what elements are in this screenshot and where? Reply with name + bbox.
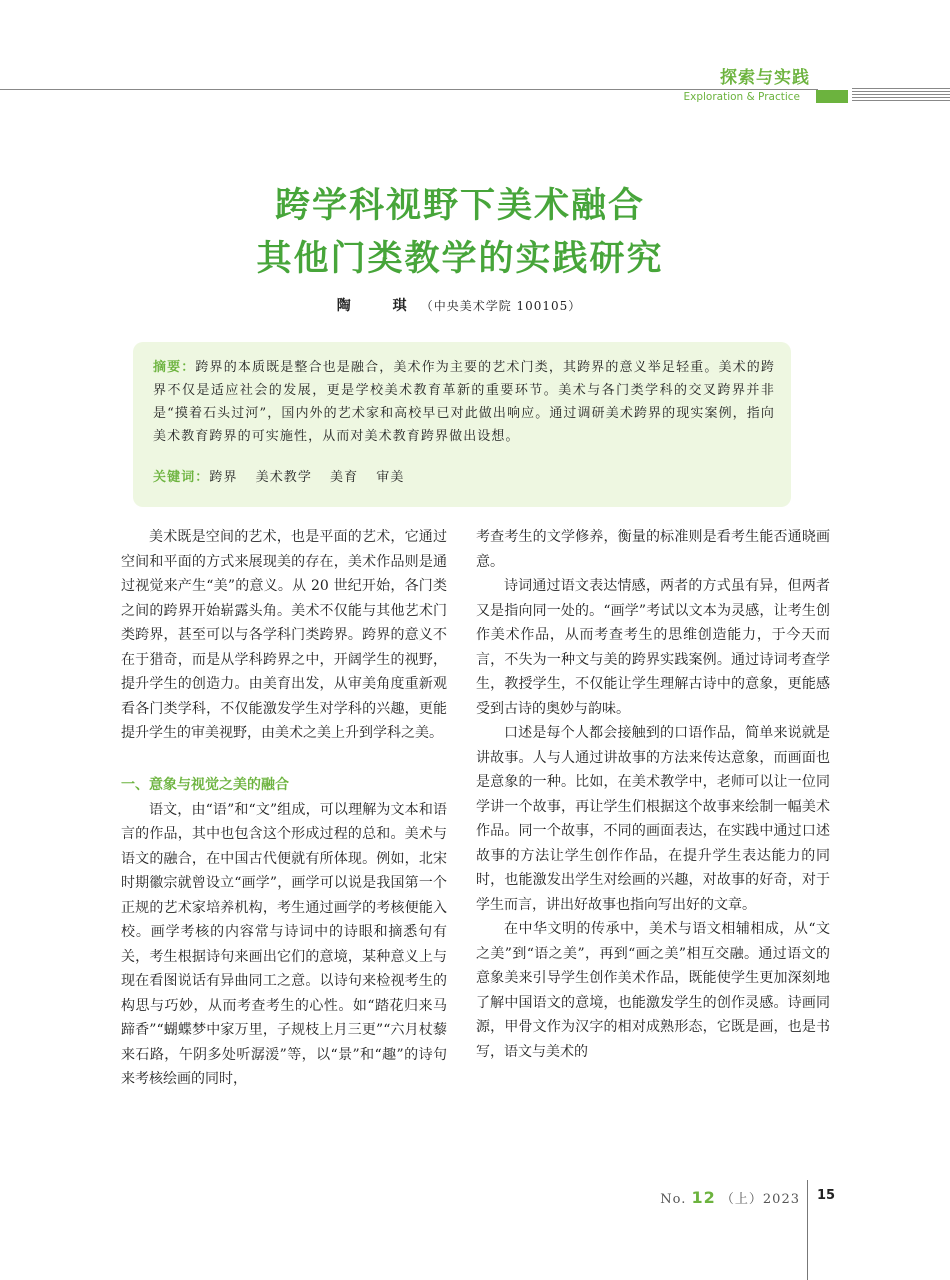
author-line — [0, 295, 918, 315]
left-column — [121, 525, 447, 1092]
header-accent-block — [816, 90, 848, 103]
keyword: 跨界 — [209, 470, 238, 485]
header-rule — [0, 89, 818, 90]
issue-number: 12 — [691, 1188, 716, 1207]
header-stripes — [852, 88, 950, 103]
section-subtitle: Exploration & Practice — [683, 91, 800, 103]
paragraph: 语文，由“语”和“文”组成，可以理解为文本和语言的作品，其中也包含这个形成过程的总和。美术与语文的融合，在中国古代便就有所体现。例如，北宋时期徽宗就曾设立“画学”，画学可以说是我国第一个正规的艺术家培养机构，考生通过画学的考核便能入校。画学考核的内容常与诗词中的诗眼和摘悉句有关，考生根据诗句来画出它们的意境，某种意义上与现在看图说话有异曲同工之意。以诗句来检视考生的构思与巧妙，从而考查考生的心性。如“踏花归来马蹄香”“蝴蝶梦中家万里，子规枝上月三更”“六月杖藜来石路，午阴多处听潺湲”等，以“景”和“趣”的诗句来考核绘画的同时， — [121, 801, 447, 1087]
keywords — [153, 466, 422, 485]
issue-info — [660, 1188, 800, 1207]
keyword: 美育 — [330, 470, 359, 485]
right-column — [476, 525, 830, 1064]
article-title — [0, 180, 920, 286]
page-number: 15 — [817, 1188, 836, 1203]
issue-prefix: No. — [660, 1192, 687, 1207]
author-affiliation: （中央美术学院 100105） — [420, 299, 582, 313]
abstract — [153, 356, 775, 448]
footer-rule — [807, 1180, 808, 1280]
paragraph: 考查考生的文学修养，衡量的标准则是看考生能否通晓画意。 — [476, 529, 830, 570]
paragraph: 口述是每个人都会接触到的口语作品，简单来说就是讲故事。人与人通过讲故事的方法来传达意象，而画面也是意象的一种。比如，在美术教学中，老师可以让一位同学讲一个故事，再让学生们根据这个故事来绘制一幅美术作品。同一个故事，不同的画面表达，在实践中通过口述故事的方法让学生创作作品，在提升学生表达能力的同时，也能激发出学生对绘画的兴趣，对故事的好奇，对于学生而言，讲出好故事也指向写出好的文章。 — [476, 725, 830, 913]
issue-suffix: （上）2023 — [720, 1192, 800, 1207]
section-title: 探索与实践 — [720, 68, 810, 88]
section-heading: 一、意象与视觉之美的融合 — [121, 776, 289, 793]
title-line-1: 跨学科视野下美术融合 — [274, 186, 645, 226]
author-name: 陶 琪 — [336, 298, 421, 314]
paragraph: 美术既是空间的艺术，也是平面的艺术，它通过空间和平面的方式来展现美的存在，美术作品则是通过视觉来产生“美”的意义。从 20 世纪开始，各门类之间的跨界开始崭露头角。美术不仅能与其他艺术门类跨界，甚至可以与各学科门类跨界。跨界的意义不在于猎奇，而是从学科跨界之中，开阔学生的视野，提升学生的创造力。由美育出发，从审美角度重新观看各门类学科，不仅能激发学生对学科的兴趣，更能提升学生的审美视野，由美术之美上升到学科之美。 — [121, 529, 447, 741]
abstract-text: 跨界的本质既是整合也是融合，美术作为主要的艺术门类，其跨界的意义举足轻重。美术的跨界不仅是适应社会的发展，更是学校美术教育革新的重要环节。美术与各门类学科的交叉跨界并非是“摸着石头过河”，国内外的艺术家和高校早已对此做出响应。通过调研美术跨界的现实案例，指向美术教育跨界的可实施性，从而对美术教育跨界做出设想。 — [153, 360, 775, 444]
abstract-label: 摘要： — [153, 360, 196, 375]
paragraph: 诗词通过语文表达情感，两者的方式虽有异，但两者又是指向同一处的。“画学”考试以文本为灵感，让考生创作美术作品，从而考查考生的思维创造能力，于今天而言，不失为一种文与美的跨界实践案例。通过诗词考查学生，教授学生，不仅能让学生理解古诗中的意象，更能感受到古诗的奥妙与韵味。 — [476, 578, 830, 717]
keyword: 美术教学 — [255, 470, 313, 485]
keyword: 审美 — [376, 470, 405, 485]
keywords-label: 关键词： — [153, 470, 210, 485]
paragraph: 在中华文明的传承中，美术与语文相辅相成，从“文之美”到“语之美”，再到“画之美”相互交融。通过语文的意象美来引导学生创作美术作品，既能使学生更加深刻地了解中国语文的意境，也能激发学生的创作灵感。诗画同源，甲骨文作为汉字的相对成熟形态，它既是画，也是书写，语文与美术的 — [476, 921, 830, 1060]
title-line-2: 其他门类教学的实践研究 — [256, 239, 664, 279]
